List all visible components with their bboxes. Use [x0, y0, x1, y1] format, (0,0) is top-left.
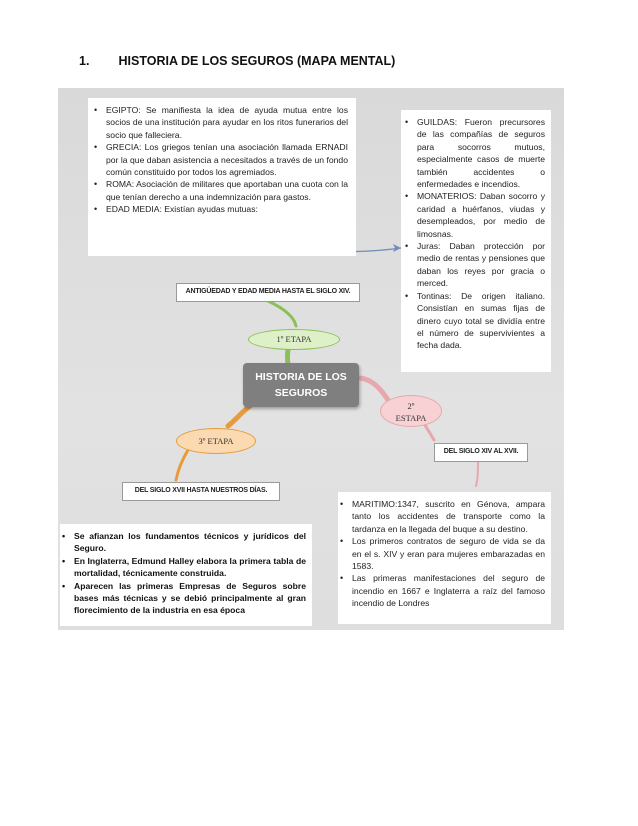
- siglo-xvii-label: DEL SIGLO XVII HASTA NUESTROS DÍAS.: [122, 482, 280, 501]
- branch-2-box-connector: [476, 460, 478, 486]
- list-item: • MONATERIOS: Daban socorro y caridad a huérfanos, viudas y desempleados, por medio de limosnas.: [403, 190, 545, 240]
- etapa-2-node: [380, 395, 442, 427]
- list-item: • MARITIMO:1347, suscrito en Génova, ampara tanto los accidentes de transporte como la tardanza en la llegada del buque a su destino.: [338, 498, 545, 535]
- central-topic: [243, 363, 359, 407]
- mind-map: [58, 88, 564, 630]
- branch-3-connector: [228, 404, 253, 426]
- branch-3-label-connector: [176, 450, 188, 480]
- list-item: • ROMA: Asociación de militares que aportaban una cuota con la que tenían derecho a una indemnización para gastos.: [92, 178, 348, 203]
- central-topic-line-1: HISTORIA DE LOS: [255, 371, 347, 383]
- list-item: • Las primeras manifestaciones del seguro de incendio en 1667 e Inglaterra a raíz del famoso incendio de Londres: [338, 572, 545, 609]
- siglo-xiv-details-box: [338, 492, 551, 624]
- list-item: • EGIPTO: Se manifiesta la idea de ayuda mutua entre los socios de una institución para ayudar en los ritos funerarios del socio que falleciera.: [92, 104, 348, 141]
- antiguedad-details-box: [88, 98, 356, 256]
- list-item: • Juras: Daban protección por medio de rentas y pensiones que daban los reyes por gracia o merced.: [403, 240, 545, 290]
- list-item: • Aparecen las primeras Empresas de Seguros sobre bases más técnicas y se debió principalmente al gran florecimiento de la industria en esa época: [60, 580, 306, 617]
- etapa-3-label: 3º ETAPA: [198, 436, 234, 446]
- central-topic-line-2: SEGUROS: [274, 387, 328, 399]
- antiguedad-label: ANTIGÜEDAD Y EDAD MEDIA HASTA EL SIGLO XIV.: [176, 283, 360, 302]
- etapa-2-label-line-2: ESTAPA: [395, 413, 427, 423]
- siglo-xvii-details-box: [60, 524, 312, 626]
- etapa-1-node: [248, 329, 340, 350]
- list-item: • Se afianzan los fundamentos técnicos y jurídicos del Seguro.: [60, 530, 306, 555]
- branch-1-label-connector: [268, 301, 296, 326]
- etapa-3-node: [176, 428, 256, 454]
- list-item: • GUILDAS: Fueron precursores de las compañías de seguros para socorros mutuos, especialmente casos de muerte también accidentes o enfermedades e incendios.: [403, 116, 545, 190]
- siglo-xiv-label: DEL SIGLO XIV AL XVII.: [434, 443, 528, 462]
- list-item: • Tontinas: De origen italiano. Consistían en sumas fijas de dinero cuyo total se dividía entre el número de supervivientes a fecha dada.: [403, 290, 545, 352]
- list-item: • Los primeros contratos de seguro de vida se da en el s. XIV y eran para mujeres embarazadas en 1583.: [338, 535, 545, 572]
- heading-number: 1.: [79, 54, 90, 68]
- etapa-2-label-line-1: 2º: [407, 401, 415, 411]
- etapa-1-label: 1º ETAPA: [276, 334, 312, 344]
- list-item: • GRECIA: Los griegos tenían una asociación llamada ERNADI por la que daban asistencia a necesitados a través de un fondo común constituido por todos los agremiados.: [92, 141, 348, 178]
- edad-media-details-box: [401, 110, 551, 372]
- list-item: • EDAD MEDIA: Existían ayudas mutuas:: [92, 203, 348, 215]
- heading-title: HISTORIA DE LOS SEGUROS (MAPA MENTAL): [118, 54, 396, 68]
- branch-2-connector: [360, 378, 388, 400]
- list-item: • En Inglaterra, Edmund Halley elabora la primera tabla de mortalidad, técnicamente construida.: [60, 555, 306, 580]
- arrow-head-icon: [393, 244, 401, 252]
- page-heading: [79, 54, 395, 68]
